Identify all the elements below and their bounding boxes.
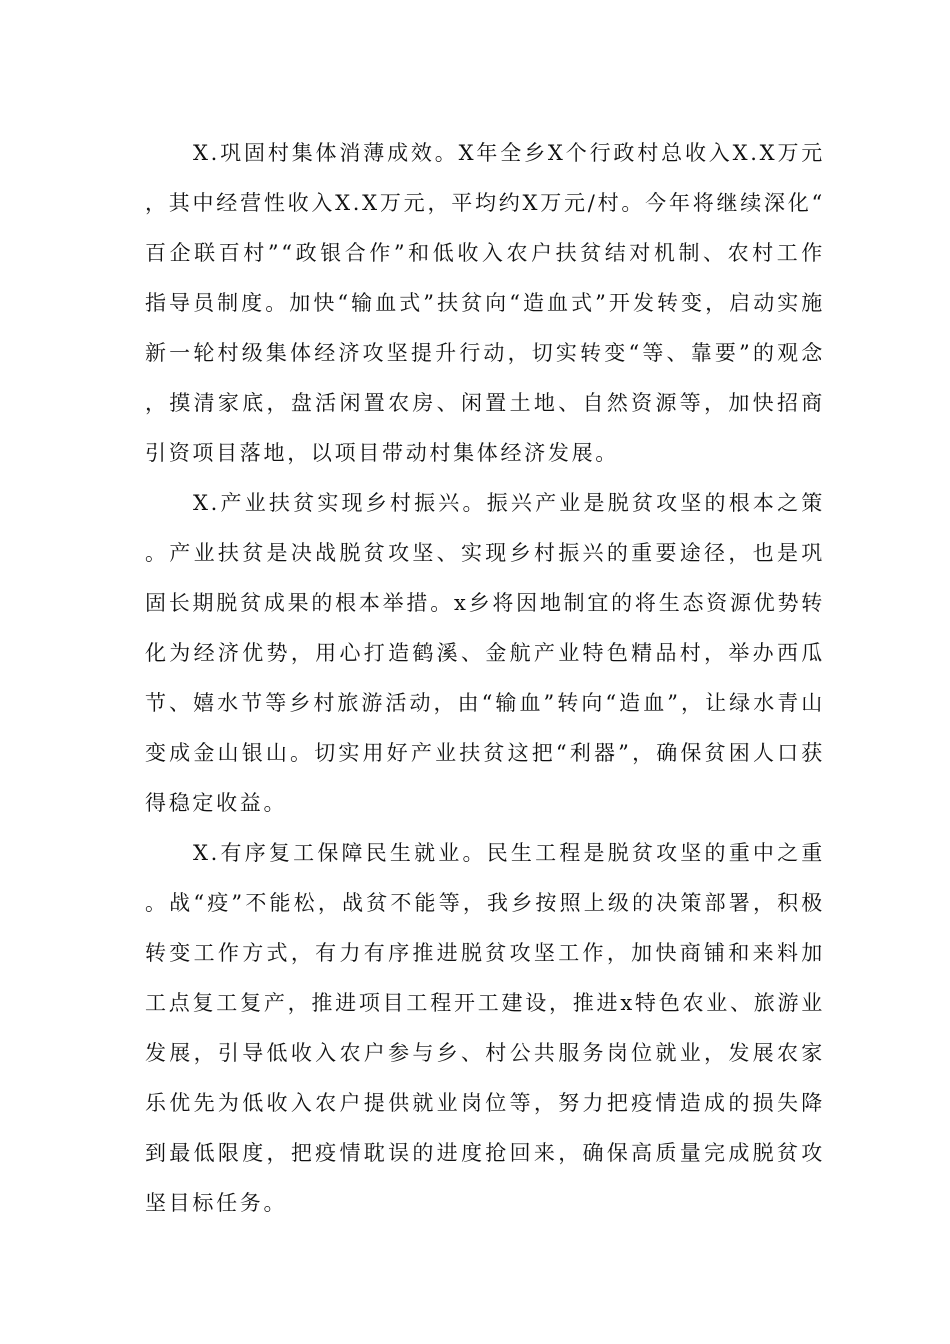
document-body xyxy=(145,128,825,1228)
paragraph-employment-resumption: X.有序复工保障民生就业。民生工程是脱贫攻坚的重中之重。战“疫”不能松，战贫不能等，我乡按照上级的决策部署，积极转变工作方式，有力有序推进脱贫攻坚工作，加快商铺和来料加工点复工复产，推进项目工程开工建设，推进x特色农业、旅游业发展，引导低收入农户参与乡、村公共服务岗位就业，发展农家乐优先为低收入农户提供就业岗位等，努力把疫情造成的损失降到最低限度，把疫情耽误的进度抢回来，确保高质量完成脱贫攻坚目标任务。 xyxy=(145,841,825,1215)
paragraph-collective-economy: X.巩固村集体消薄成效。X年全乡X个行政村总收入X.X万元，其中经营性收入X.X万元，平均约X万元/村。今年将继续深化“百企联百村”“政银合作”和低收入农户扶贫结对机制、农村工作指导员制度。加快“输血式”扶贫向“造血式”开发转变，启动实施新一轮村级集体经济攻坚提升行动，切实转变“等、靠要”的观念，摸清家底，盘活闲置农房、闲置土地、自然资源等，加快招商引资项目落地，以项目带动村集体经济发展。 xyxy=(145,141,825,465)
paragraph-industry-poverty-alleviation: X.产业扶贫实现乡村振兴。振兴产业是脱贫攻坚的根本之策。产业扶贫是决战脱贫攻坚、实现乡村振兴的重要途径，也是巩固长期脱贫成果的根本举措。x乡将因地制宜的将生态资源优势转化为经济优势，用心打造鹤溪、金航产业特色精品村，举办西瓜节、嬉水节等乡村旅游活动，由“输血”转向“造血”，让绿水青山变成金山银山。切实用好产业扶贫这把“利器”，确保贫困人口获得稳定收益。 xyxy=(145,491,825,815)
